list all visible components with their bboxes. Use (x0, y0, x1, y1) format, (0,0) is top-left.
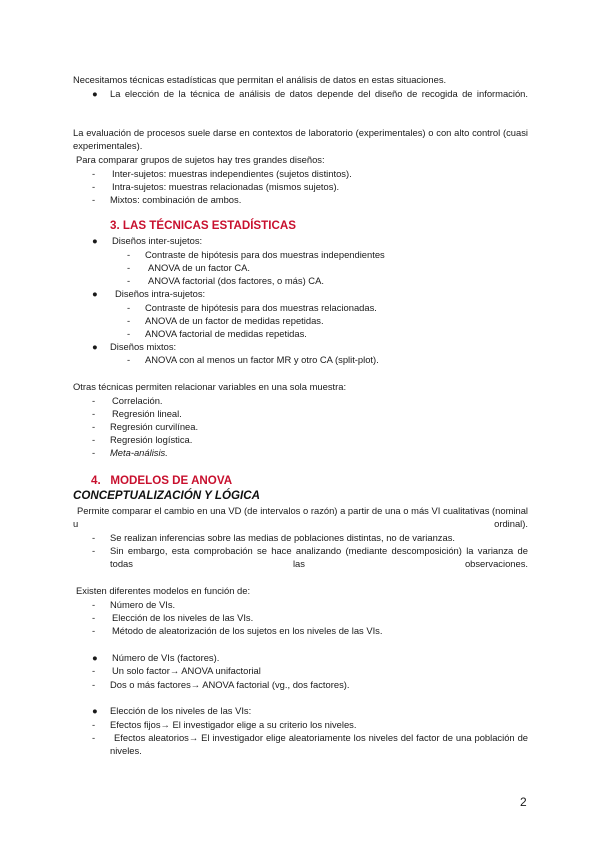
section-3-title: 3. LAS TÉCNICAS ESTADÍSTICAS (110, 219, 296, 232)
models-item: Número de VIs. (110, 599, 176, 610)
models-item: Elección de los niveles de las VIs. (112, 612, 254, 623)
levels-item: Efectos fijos→ El investigador elige a su criterio los niveles. (110, 719, 357, 730)
dash: - (92, 719, 96, 730)
models-item: Método de aleatorización de los sujetos en los niveles de las VIs. (112, 625, 383, 636)
dash: - (92, 532, 96, 543)
technique-item: ANOVA factorial de medidas repetidas. (145, 328, 307, 339)
other-item: Regresión lineal. (112, 408, 182, 419)
technique-item: ANOVA de un factor de medidas repetidas. (145, 315, 324, 326)
dash: - (127, 275, 131, 286)
anova-definition: Permite comparar el cambio en una VD (de intervalos o razón) a partir de una o más VI cualitativas (nominal u ordinal). (73, 505, 528, 529)
levels-item: Efectos aleatorios→ El investigador elige aleatoriamente los niveles del factor de una población de niveles. (110, 732, 528, 756)
technique-group-label: Diseños intra-sujetos: (115, 288, 206, 299)
dash: - (92, 679, 96, 690)
intro-line: Necesitamos técnicas estadísticas que permitan el análisis de datos en estas situaciones. (73, 74, 447, 85)
technique-item: ANOVA con al menos un factor MR y otro CA (split-plot). (145, 354, 379, 365)
dash: - (92, 447, 96, 458)
models-intro: Existen diferentes modelos en función de: (76, 585, 251, 596)
num-vis-item: Dos o más factores→ ANOVA factorial (vg., dos factores). (110, 679, 350, 690)
bullet-dot: ● (92, 88, 98, 99)
num-vis-item: Un solo factor→ ANOVA unifactorial (112, 665, 261, 676)
dash: - (127, 354, 131, 365)
bullet-dot: ● (92, 288, 98, 299)
anova-point: Se realizan inferencias sobre las medias de poblaciones distintas, no de varianzas. (110, 532, 455, 543)
other-item: Correlación. (112, 395, 163, 406)
levels-label: Elección de los niveles de las VIs: (110, 705, 252, 716)
technique-item: ANOVA de un factor CA. (148, 262, 250, 273)
dash: - (92, 625, 96, 636)
dash: - (92, 732, 96, 743)
dash: - (127, 249, 131, 260)
dash: - (127, 315, 131, 326)
dash: - (92, 599, 96, 610)
dash: - (92, 434, 96, 445)
technique-group-label: Diseños mixtos: (110, 341, 177, 352)
dash: - (92, 194, 96, 205)
other-item: Regresión logística. (110, 434, 193, 445)
dash: - (92, 408, 96, 419)
technique-group-label: Diseños inter-sujetos: (112, 235, 203, 246)
dash: - (127, 328, 131, 339)
eval-paragraph: La evaluación de procesos suele darse en contextos de laboratorio (experimentales) o con alto control (cuasi experimentales). (73, 127, 528, 151)
dash: - (92, 395, 96, 406)
page-number: 2 (520, 795, 527, 809)
design-item: Intra-sujetos: muestras relacionadas (mismos sujetos). (112, 181, 340, 192)
design-item: Mixtos: combinación de ambos. (110, 194, 242, 205)
technique-item: ANOVA factorial (dos factores, o más) CA. (148, 275, 324, 286)
technique-item: Contraste de hipótesis para dos muestras relacionadas. (145, 302, 377, 313)
other-item: Meta-análisis. (110, 447, 168, 458)
bullet-dot: ● (92, 705, 98, 716)
intro-bullet: La elección de la técnica de análisis de datos depende del diseño de recogida de información. (110, 88, 528, 99)
dash: - (92, 665, 96, 676)
section-4-title: 4. MODELOS DE ANOVA (91, 474, 233, 487)
dash: - (127, 262, 131, 273)
design-item: Inter-sujetos: muestras independientes (sujetos distintos). (112, 168, 352, 179)
concept-title: CONCEPTUALIZACIÓN Y LÓGICA (73, 489, 261, 502)
bullet-dot: ● (92, 652, 98, 663)
dash: - (127, 302, 131, 313)
bullet-dot: ● (92, 341, 98, 352)
designs-intro: Para comparar grupos de sujetos hay tres grandes diseños: (76, 154, 325, 165)
num-vis-label: Número de VIs (factores). (112, 652, 220, 663)
other-intro: Otras técnicas permiten relacionar variables en una sola muestra: (73, 381, 347, 392)
other-item: Regresión curvilínea. (110, 421, 199, 432)
dash: - (92, 168, 96, 179)
dash: - (92, 545, 96, 556)
dash: - (92, 181, 96, 192)
technique-item: Contraste de hipótesis para dos muestras independientes (145, 249, 385, 260)
dash: - (92, 421, 96, 432)
bullet-dot: ● (92, 235, 98, 246)
anova-point: Sin embargo, esta comprobación se hace analizando (mediante descomposición) la varianza de todas las observaciones. (110, 545, 528, 569)
dash: - (92, 612, 96, 623)
